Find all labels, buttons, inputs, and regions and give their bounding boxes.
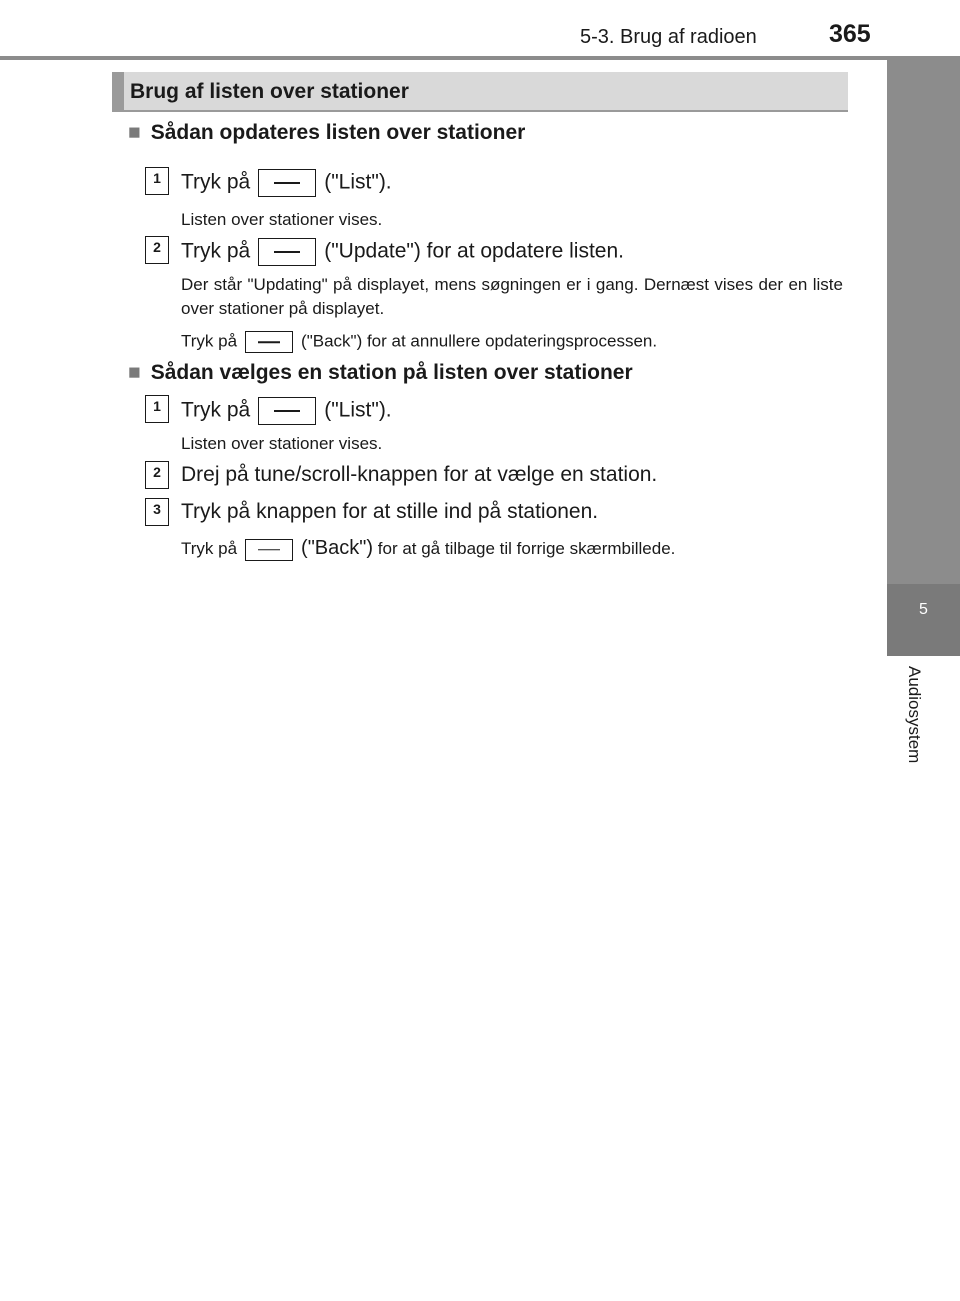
note-back-label: ("Back") — [301, 537, 374, 559]
step-post: ("Update") for at opdatere listen. — [324, 239, 624, 263]
step-note: Der står "Updating" på displayet, mens søgningen er i gang. Dernæst vises der en liste over stationer på displayet. — [181, 275, 843, 318]
subheading-select-station — [128, 361, 633, 385]
step-note-cancel — [181, 331, 657, 353]
banner-title: Brug af listen over stationer — [130, 80, 409, 103]
back-button-icon — [245, 539, 293, 561]
step-number: 2 — [145, 236, 169, 264]
step-post: ("List"). — [324, 170, 392, 194]
step-note: Listen over stationer vises. — [181, 210, 383, 229]
subheading-update-list — [128, 121, 525, 145]
subheading-text: Sådan opdateres listen over stationer — [150, 121, 526, 144]
step-text: Drej på tune/scroll-knappen for at vælge en station. — [181, 463, 658, 486]
update-button-icon — [258, 238, 316, 266]
section-banner — [112, 72, 848, 112]
step-post: ("List"). — [324, 398, 392, 422]
header-rule — [0, 56, 960, 60]
subheading-text: Sådan vælges en station på listen over stationer — [150, 361, 633, 384]
note-pre: Tryk på — [181, 331, 238, 351]
square-bullet-icon: ■ — [128, 361, 141, 384]
note-post: for at gå tilbage til forrige skærmbillede. — [377, 539, 676, 558]
step-number: 3 — [145, 498, 169, 526]
step-number: 1 — [145, 167, 169, 195]
step-text — [181, 169, 392, 197]
list-button-icon — [258, 169, 316, 197]
step-pre: Tryk på — [181, 170, 251, 194]
step-note-back — [181, 537, 675, 561]
step-note: Listen over stationer vises. — [181, 434, 383, 453]
section-header: 5-3. Brug af radioen — [580, 26, 757, 48]
step-pre: Tryk på — [181, 398, 251, 422]
banner-accent — [112, 72, 124, 110]
step-text: Tryk på knappen for at stille ind på stationen. — [181, 500, 599, 523]
step-pre: Tryk på — [181, 239, 251, 263]
step-number: 2 — [145, 461, 169, 489]
page-number: 365 — [829, 20, 871, 48]
step-text — [181, 397, 392, 425]
step-text — [181, 238, 624, 266]
back-button-icon — [245, 331, 293, 353]
note-post: ("Back") for at annullere opdateringsprocessen. — [301, 331, 658, 351]
note-pre: Tryk på — [181, 539, 238, 558]
square-bullet-icon: ■ — [128, 121, 141, 144]
chapter-number: 5 — [887, 584, 960, 656]
step-number: 1 — [145, 395, 169, 423]
side-tab — [887, 60, 960, 584]
chapter-label: Audiosystem — [905, 666, 924, 764]
list-button-icon — [258, 397, 316, 425]
